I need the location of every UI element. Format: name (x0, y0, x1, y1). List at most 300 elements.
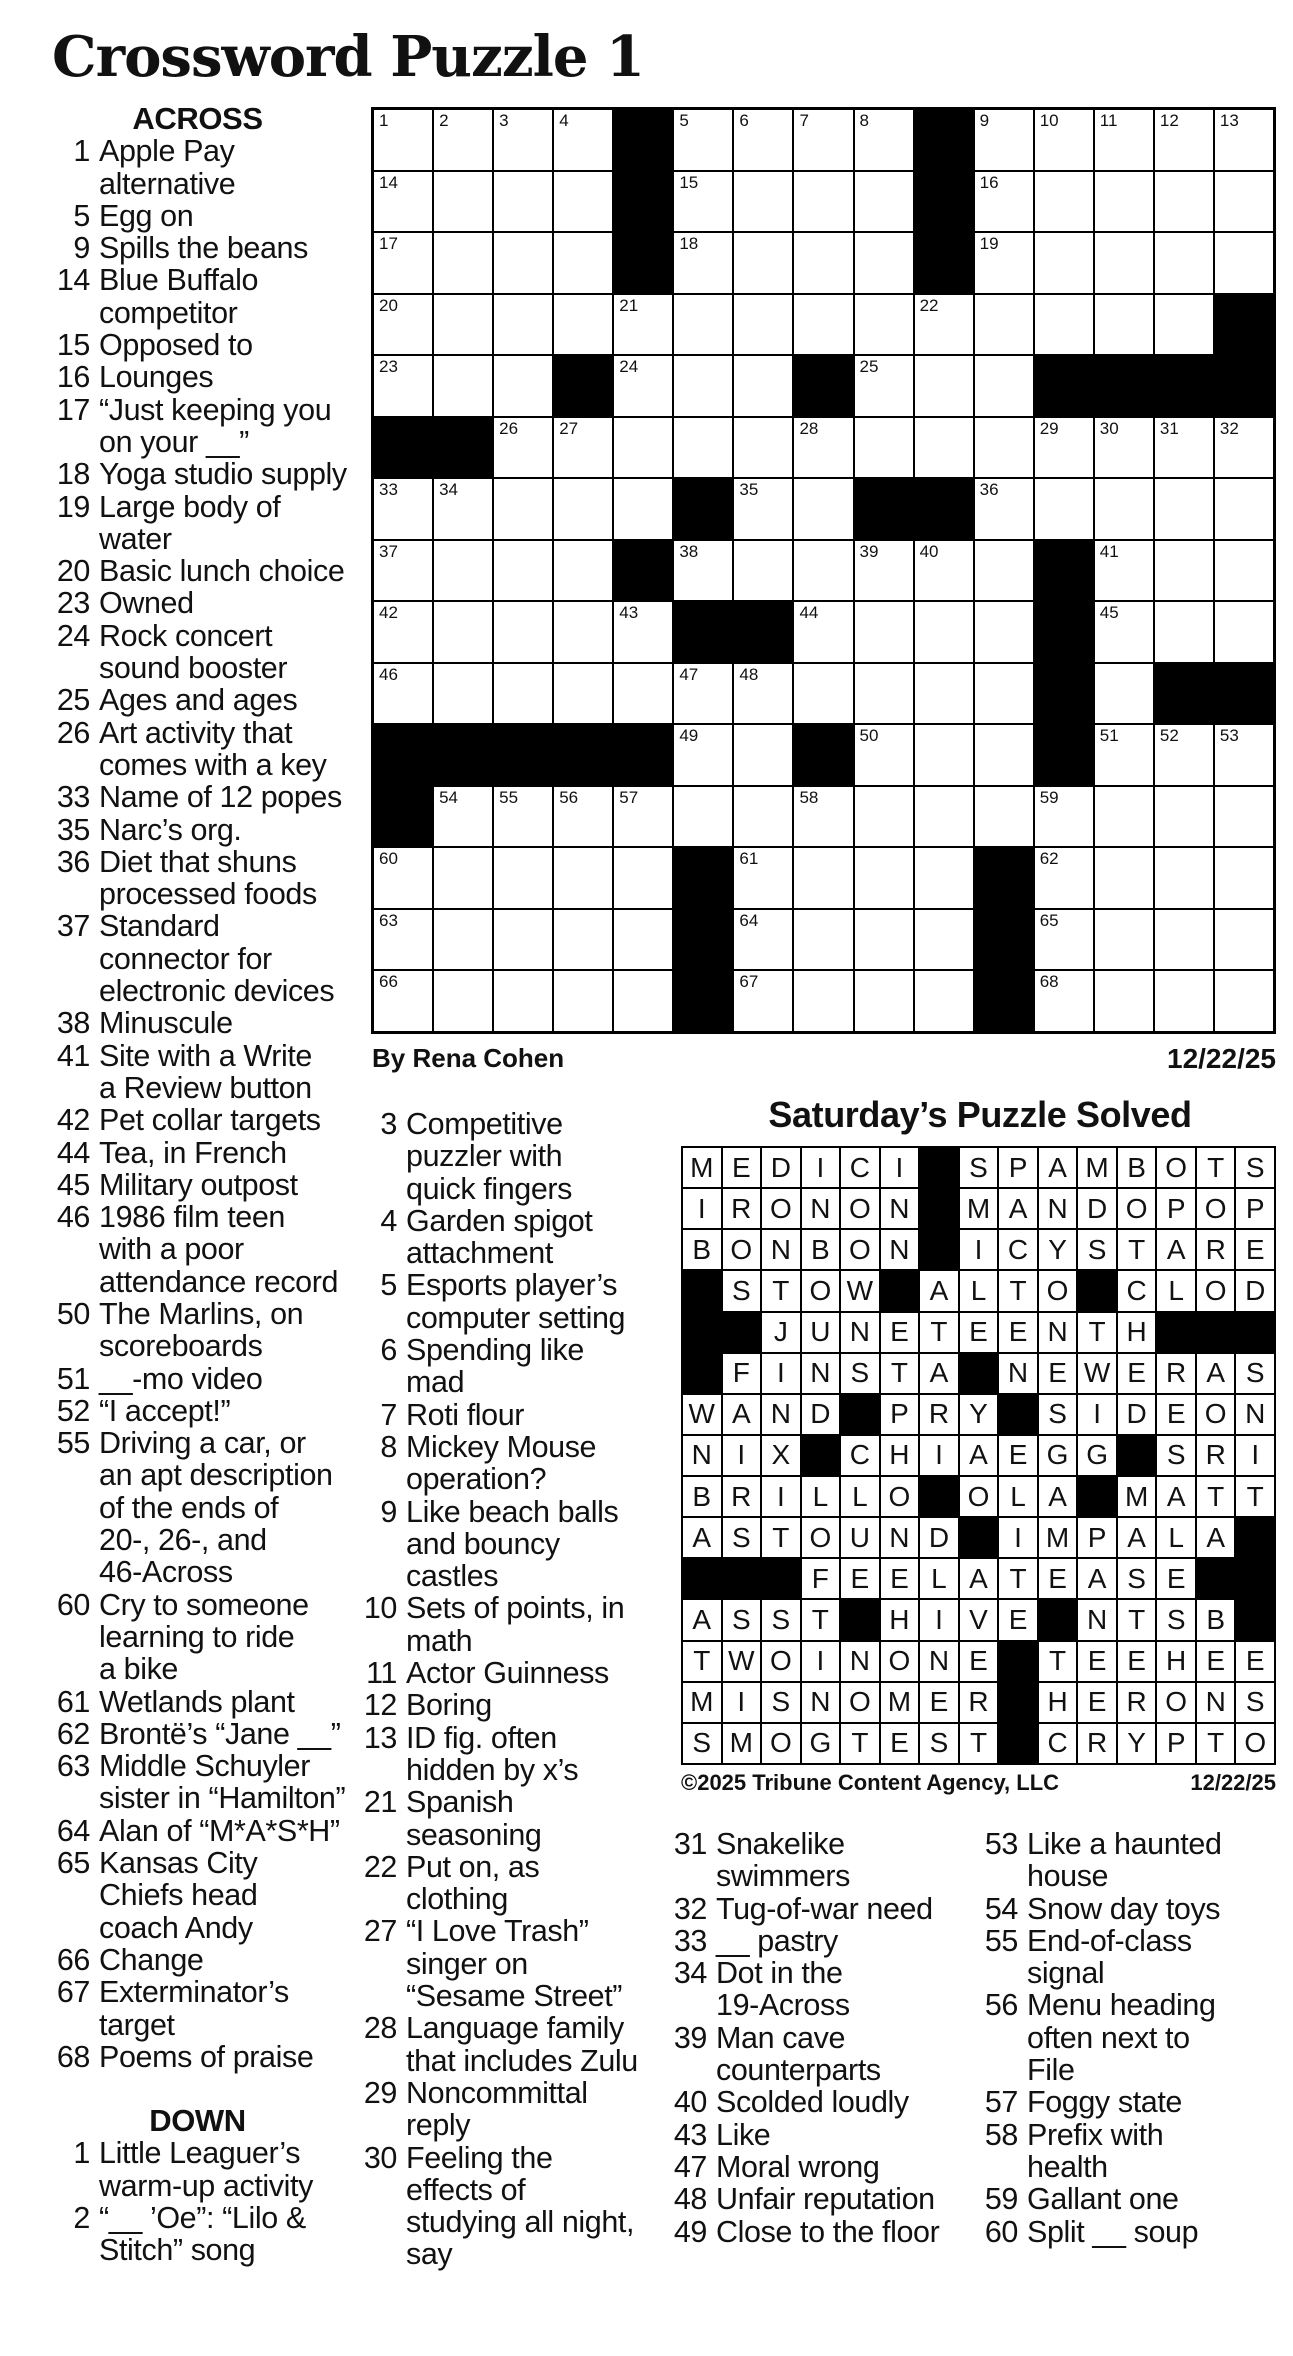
grid-cell[interactable] (794, 233, 852, 293)
solved-letter: S (1118, 1559, 1156, 1598)
grid-cell[interactable] (674, 725, 732, 785)
across-clue-25[interactable] (44, 684, 351, 716)
grid-cell[interactable] (975, 233, 1033, 293)
grid-cell[interactable] (614, 356, 672, 416)
down-clue-60[interactable] (974, 2216, 1274, 2248)
black-square (374, 787, 432, 847)
down-clue-55[interactable] (974, 1925, 1274, 1990)
grid-cell[interactable] (1155, 172, 1213, 232)
across-clue-9[interactable] (44, 232, 351, 264)
black-square (614, 725, 672, 785)
across-clue-64[interactable] (44, 1815, 351, 1847)
grid-cell[interactable] (734, 971, 792, 1031)
grid-cell[interactable] (614, 479, 672, 539)
solved-letter: W (723, 1642, 761, 1681)
down-clue-34[interactable] (663, 1957, 966, 2022)
clue-number: 39 (673, 2020, 707, 2055)
grid-cell[interactable] (915, 910, 973, 970)
across-clue-17[interactable] (44, 394, 351, 459)
grid-cell[interactable] (374, 233, 432, 293)
grid-cell[interactable] (734, 356, 792, 416)
grid-cell[interactable] (915, 541, 973, 601)
solved-letter: O (762, 1642, 800, 1681)
grid-cell[interactable] (975, 356, 1033, 416)
grid-cell[interactable] (794, 787, 852, 847)
grid-cell[interactable] (915, 848, 973, 908)
grid-cell[interactable] (1155, 602, 1213, 662)
grid-cell[interactable] (734, 110, 792, 170)
grid-cell[interactable] (374, 848, 432, 908)
clue-number: 34 (673, 1956, 707, 1991)
grid-cell[interactable] (674, 233, 732, 293)
grid-cell[interactable] (374, 356, 432, 416)
solved-letter: R (1118, 1683, 1156, 1722)
grid-cell[interactable] (1155, 910, 1213, 970)
cell-number: 2 (439, 111, 449, 130)
black-square (374, 725, 432, 785)
down-clue-56[interactable] (974, 1989, 1274, 2086)
grid-cell[interactable] (1035, 787, 1093, 847)
grid-cell[interactable] (915, 418, 973, 478)
grid-cell[interactable] (794, 172, 852, 232)
grid-cell[interactable] (494, 910, 552, 970)
across-clue-42[interactable] (44, 1104, 351, 1136)
grid-cell[interactable] (614, 848, 672, 908)
across-clue-35[interactable] (44, 814, 351, 846)
grid-cell[interactable] (434, 295, 492, 355)
grid-cell[interactable] (1155, 787, 1213, 847)
across-clue-18[interactable] (44, 458, 351, 490)
down-clue-54[interactable] (974, 1893, 1274, 1925)
across-clue-19[interactable] (44, 491, 351, 556)
grid-cell[interactable] (915, 602, 973, 662)
grid-cell[interactable] (434, 664, 492, 724)
down-clue-11[interactable] (352, 1657, 662, 1689)
down-clue-12[interactable] (352, 1689, 662, 1721)
down-clue-30[interactable] (352, 2142, 662, 2271)
down-clue-53[interactable] (974, 1828, 1274, 1893)
grid-cell[interactable] (855, 541, 913, 601)
across-clue-52[interactable] (44, 1395, 351, 1427)
grid-cell[interactable] (734, 233, 792, 293)
grid-cell[interactable] (434, 848, 492, 908)
grid-cell[interactable] (734, 541, 792, 601)
across-clue-68[interactable] (44, 2041, 351, 2073)
grid-cell[interactable] (915, 295, 973, 355)
grid-cell[interactable] (855, 233, 913, 293)
solved-letter: L (1157, 1271, 1195, 1310)
down-clue-4[interactable] (352, 1205, 662, 1270)
across-clue-37[interactable] (44, 910, 351, 1007)
grid-cell[interactable] (734, 479, 792, 539)
grid-cell[interactable] (1035, 479, 1093, 539)
grid-cell[interactable] (915, 725, 973, 785)
across-clue-65[interactable] (44, 1847, 351, 1944)
down-clue-7[interactable] (352, 1399, 662, 1431)
down-clue-58[interactable] (974, 2119, 1274, 2184)
down-clue-47[interactable] (663, 2151, 966, 2183)
grid-cell[interactable] (855, 848, 913, 908)
grid-cell[interactable] (494, 848, 552, 908)
grid-cell[interactable] (734, 787, 792, 847)
across-clue-38[interactable] (44, 1007, 351, 1039)
grid-cell[interactable] (494, 602, 552, 662)
grid-cell[interactable] (734, 848, 792, 908)
grid-cell[interactable] (494, 479, 552, 539)
grid-cell[interactable] (915, 971, 973, 1031)
grid-cell[interactable] (1095, 233, 1153, 293)
grid-cell[interactable] (855, 971, 913, 1031)
grid-cell[interactable] (794, 295, 852, 355)
grid-cell[interactable] (1215, 725, 1273, 785)
down-clue-13[interactable] (352, 1722, 662, 1787)
grid-cell[interactable] (674, 295, 732, 355)
grid-cell[interactable] (674, 172, 732, 232)
grid-cell[interactable] (1095, 295, 1153, 355)
grid-cell[interactable] (794, 602, 852, 662)
grid-cell[interactable] (1155, 110, 1213, 170)
down-clue-32[interactable] (663, 1893, 966, 1925)
grid-cell[interactable] (855, 602, 913, 662)
grid-cell[interactable] (434, 233, 492, 293)
grid-cell[interactable] (915, 787, 973, 847)
grid-cell[interactable] (1215, 910, 1273, 970)
grid-cell[interactable] (494, 233, 552, 293)
grid-cell[interactable] (674, 110, 732, 170)
grid-cell[interactable] (1155, 541, 1213, 601)
clue-text: “I Love Trash” singer on “Sesame Street” (406, 1914, 623, 2014)
grid-cell[interactable] (975, 725, 1033, 785)
grid-cell[interactable] (794, 479, 852, 539)
grid-cell[interactable] (1035, 848, 1093, 908)
grid-cell[interactable] (794, 848, 852, 908)
grid-cell[interactable] (1095, 725, 1153, 785)
grid-cell[interactable] (1095, 541, 1153, 601)
down-clue-22[interactable] (352, 1851, 662, 1916)
grid-cell[interactable] (794, 664, 852, 724)
grid-cell[interactable] (1215, 172, 1273, 232)
grid-cell[interactable] (855, 725, 913, 785)
grid-cell[interactable] (554, 910, 612, 970)
grid-cell[interactable] (1095, 848, 1153, 908)
down-clue-57[interactable] (974, 2086, 1274, 2118)
grid-cell[interactable] (734, 295, 792, 355)
grid-cell[interactable] (434, 787, 492, 847)
grid-cell[interactable] (434, 356, 492, 416)
grid-cell[interactable] (855, 110, 913, 170)
grid-cell[interactable] (734, 418, 792, 478)
black-square (915, 172, 973, 232)
across-clue-15[interactable] (44, 329, 351, 361)
down-clue-3[interactable] (352, 1108, 662, 1205)
grid-cell[interactable] (1215, 418, 1273, 478)
clue-text: Put on, as clothing (406, 1849, 540, 1917)
grid-cell[interactable] (494, 541, 552, 601)
grid-cell[interactable] (1035, 418, 1093, 478)
grid-cell[interactable] (1155, 479, 1213, 539)
grid-cell[interactable] (1095, 418, 1153, 478)
across-clue-63[interactable] (44, 1750, 351, 1815)
solved-letter: E (723, 1148, 761, 1187)
grid-cell[interactable] (674, 418, 732, 478)
grid-cell[interactable] (374, 664, 432, 724)
across-clue-26[interactable] (44, 717, 351, 782)
down-clue-21[interactable] (352, 1786, 662, 1851)
solved-letter: S (723, 1271, 761, 1310)
clue-text: Like beach balls and bouncy castles (406, 1494, 619, 1594)
grid-cell[interactable] (374, 295, 432, 355)
down-clue-5[interactable] (352, 1269, 662, 1334)
grid-cell[interactable] (554, 479, 612, 539)
grid-cell[interactable] (1095, 664, 1153, 724)
grid-cell[interactable] (614, 787, 672, 847)
across-clue-14[interactable] (44, 264, 351, 329)
grid-cell[interactable] (434, 541, 492, 601)
down-clue-40[interactable] (663, 2086, 966, 2118)
down-clue-39[interactable] (663, 2022, 966, 2087)
grid-cell[interactable] (494, 172, 552, 232)
down-clues-column-4 (974, 1828, 1274, 2248)
grid-cell[interactable] (855, 787, 913, 847)
grid-cell[interactable] (1215, 602, 1273, 662)
clue-text: Lounges (99, 360, 214, 395)
grid-cell[interactable] (614, 602, 672, 662)
grid-cell[interactable] (1215, 541, 1273, 601)
grid-cell[interactable] (554, 848, 612, 908)
down-clue-33[interactable] (663, 1925, 966, 1957)
across-clue-41[interactable] (44, 1040, 351, 1105)
across-clue-16[interactable] (44, 361, 351, 393)
across-clue-61[interactable] (44, 1686, 351, 1718)
grid-cell[interactable] (614, 910, 672, 970)
grid-cell[interactable] (734, 664, 792, 724)
solved-letter: L (920, 1559, 958, 1598)
solved-letter: N (802, 1189, 840, 1228)
grid-cell[interactable] (434, 110, 492, 170)
grid-cell[interactable] (1215, 971, 1273, 1031)
grid-cell[interactable] (374, 910, 432, 970)
down-clue-28[interactable] (352, 2012, 662, 2077)
grid-cell[interactable] (1035, 295, 1093, 355)
grid-cell[interactable] (374, 479, 432, 539)
grid-cell[interactable] (734, 172, 792, 232)
down-clue-10[interactable] (352, 1592, 662, 1657)
grid-cell[interactable] (734, 910, 792, 970)
grid-cell[interactable] (554, 664, 612, 724)
grid-cell[interactable] (855, 664, 913, 724)
grid-cell[interactable] (975, 541, 1033, 601)
grid-cell[interactable] (374, 541, 432, 601)
down-clue-49[interactable] (663, 2216, 966, 2248)
grid-cell[interactable] (554, 418, 612, 478)
down-clue-59[interactable] (974, 2183, 1274, 2215)
solved-letter: I (723, 1683, 761, 1722)
across-clue-55[interactable] (44, 1427, 351, 1588)
grid-cell[interactable] (434, 479, 492, 539)
across-clue-5[interactable] (44, 200, 351, 232)
grid-cell[interactable] (1095, 910, 1153, 970)
grid-cell[interactable] (434, 910, 492, 970)
grid-cell[interactable] (494, 787, 552, 847)
across-clue-33[interactable] (44, 781, 351, 813)
grid-cell[interactable] (794, 971, 852, 1031)
grid-cell[interactable] (1095, 172, 1153, 232)
grid-cell[interactable] (855, 910, 913, 970)
grid-cell[interactable] (614, 664, 672, 724)
down-clues-column-2 (352, 1108, 662, 2271)
grid-cell[interactable] (1215, 233, 1273, 293)
grid-cell[interactable] (1215, 110, 1273, 170)
grid-cell[interactable] (494, 418, 552, 478)
grid-cell[interactable] (494, 356, 552, 416)
grid-cell[interactable] (855, 172, 913, 232)
solved-letter: E (841, 1559, 879, 1598)
grid-cell[interactable] (915, 664, 973, 724)
grid-cell[interactable] (975, 418, 1033, 478)
grid-cell[interactable] (1155, 725, 1213, 785)
across-clue-66[interactable] (44, 1944, 351, 1976)
grid-cell[interactable] (915, 356, 973, 416)
grid-cell[interactable] (434, 971, 492, 1031)
clue-number: 38 (56, 1006, 90, 1041)
grid-cell[interactable] (1155, 971, 1213, 1031)
clue-number: 11 (366, 1656, 397, 1691)
grid-cell[interactable] (434, 602, 492, 662)
down-clue-29[interactable] (352, 2077, 662, 2142)
grid-cell[interactable] (975, 479, 1033, 539)
grid-cell[interactable] (554, 602, 612, 662)
grid-cell[interactable] (975, 172, 1033, 232)
grid-cell[interactable] (1035, 233, 1093, 293)
across-clue-67[interactable] (44, 1976, 351, 2041)
grid-cell[interactable] (674, 356, 732, 416)
grid-cell[interactable] (1215, 848, 1273, 908)
across-clue-51[interactable] (44, 1363, 351, 1395)
grid-cell[interactable] (554, 110, 612, 170)
across-clue-60[interactable] (44, 1589, 351, 1686)
grid-cell[interactable] (434, 172, 492, 232)
grid-cell[interactable] (554, 233, 612, 293)
down-clue-31[interactable] (663, 1828, 966, 1893)
grid-cell[interactable] (1035, 910, 1093, 970)
solved-black-square (841, 1600, 879, 1639)
grid-cell[interactable] (614, 295, 672, 355)
solved-letter: I (723, 1436, 761, 1475)
grid-cell[interactable] (794, 418, 852, 478)
grid-cell[interactable] (1155, 848, 1213, 908)
grid-cell[interactable] (554, 541, 612, 601)
grid-cell[interactable] (1155, 233, 1213, 293)
across-clue-46[interactable] (44, 1201, 351, 1298)
grid-cell[interactable] (975, 110, 1033, 170)
grid-cell[interactable] (494, 295, 552, 355)
grid-cell[interactable] (1035, 971, 1093, 1031)
clue-number: 64 (56, 1813, 90, 1848)
grid-cell[interactable] (374, 971, 432, 1031)
across-clue-23[interactable] (44, 587, 351, 619)
down-clue-2[interactable] (44, 2202, 351, 2267)
grid-cell[interactable] (494, 971, 552, 1031)
grid-cell[interactable] (975, 602, 1033, 662)
grid-cell[interactable] (855, 418, 913, 478)
down-clue-6[interactable] (352, 1334, 662, 1399)
grid-cell[interactable] (374, 172, 432, 232)
grid-cell[interactable] (554, 787, 612, 847)
grid-cell[interactable] (374, 110, 432, 170)
across-clue-24[interactable] (44, 620, 351, 685)
clue-text: Like (716, 2117, 771, 2152)
grid-cell[interactable] (1095, 787, 1153, 847)
grid-cell[interactable] (794, 541, 852, 601)
cell-number: 7 (799, 111, 809, 130)
down-clue-1[interactable] (44, 2137, 351, 2202)
down-clue-43[interactable] (663, 2119, 966, 2151)
grid-cell[interactable] (554, 971, 612, 1031)
cell-number: 12 (1159, 111, 1179, 130)
down-clue-48[interactable] (663, 2183, 966, 2215)
grid-cell[interactable] (614, 418, 672, 478)
crossword-grid[interactable] (371, 107, 1276, 1034)
grid-cell[interactable] (1155, 295, 1213, 355)
grid-cell[interactable] (1095, 479, 1153, 539)
across-clue-36[interactable] (44, 846, 351, 911)
grid-cell[interactable] (1095, 971, 1153, 1031)
grid-cell[interactable] (1035, 172, 1093, 232)
grid-cell[interactable] (794, 910, 852, 970)
grid-cell[interactable] (1095, 110, 1153, 170)
grid-cell[interactable] (855, 356, 913, 416)
solved-letter: H (1157, 1642, 1195, 1681)
solved-letter: I (683, 1189, 721, 1228)
grid-cell[interactable] (734, 725, 792, 785)
solved-black-square (841, 1395, 879, 1434)
grid-cell[interactable] (855, 295, 913, 355)
grid-cell[interactable] (794, 110, 852, 170)
grid-cell[interactable] (674, 541, 732, 601)
grid-cell[interactable] (1035, 110, 1093, 170)
black-square (1095, 356, 1153, 416)
down-clue-9[interactable] (352, 1496, 662, 1593)
down-clue-8[interactable] (352, 1431, 662, 1496)
grid-cell[interactable] (374, 602, 432, 662)
cell-number: 24 (619, 357, 639, 377)
across-clue-44[interactable] (44, 1137, 351, 1169)
across-clue-20[interactable] (44, 555, 351, 587)
grid-cell[interactable] (494, 664, 552, 724)
grid-cell[interactable] (554, 295, 612, 355)
across-clue-62[interactable] (44, 1718, 351, 1750)
grid-cell[interactable] (614, 971, 672, 1031)
grid-cell[interactable] (494, 110, 552, 170)
grid-cell[interactable] (674, 664, 732, 724)
cell-number: 25 (859, 357, 879, 377)
clue-text: Actor Guinness (406, 1656, 609, 1691)
grid-cell[interactable] (975, 664, 1033, 724)
grid-cell[interactable] (1215, 787, 1273, 847)
grid-cell[interactable] (1155, 418, 1213, 478)
down-clue-27[interactable] (352, 1915, 662, 2012)
across-clue-1[interactable] (44, 135, 351, 200)
grid-cell[interactable] (975, 787, 1033, 847)
grid-cell[interactable] (975, 295, 1033, 355)
across-clue-50[interactable] (44, 1298, 351, 1363)
grid-cell[interactable] (1215, 479, 1273, 539)
grid-cell[interactable] (1095, 602, 1153, 662)
grid-cell[interactable] (554, 172, 612, 232)
solved-letter: P (1236, 1189, 1274, 1228)
across-clue-45[interactable] (44, 1169, 351, 1201)
grid-cell[interactable] (674, 787, 732, 847)
